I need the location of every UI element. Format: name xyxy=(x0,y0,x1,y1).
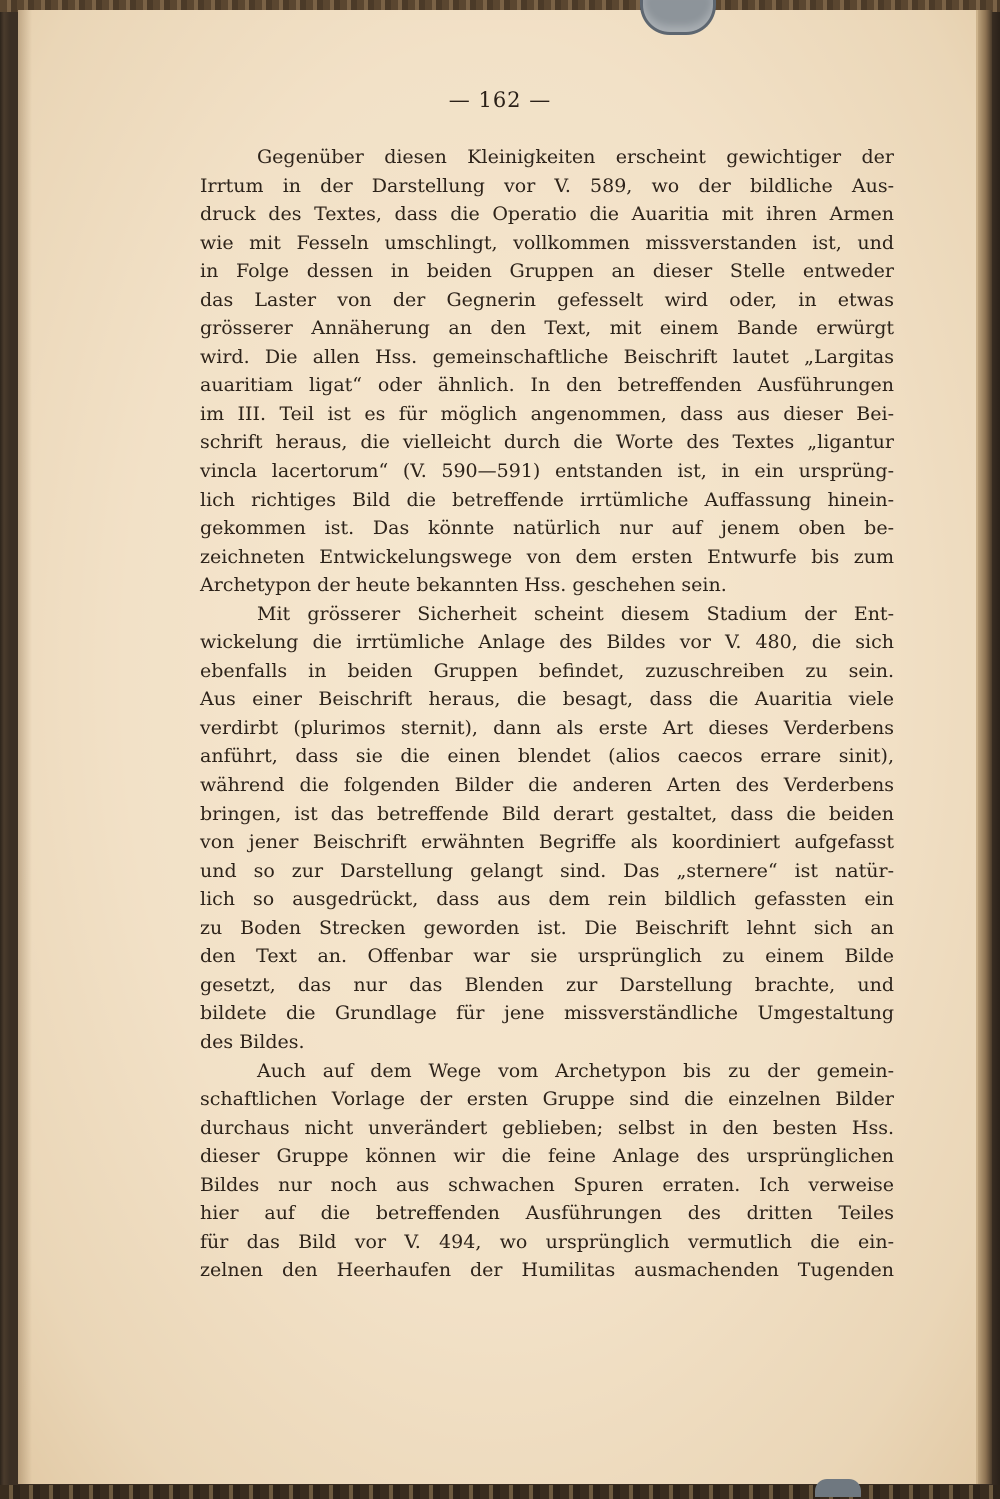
text-line: schaftlichen Vorlage der ersten Gruppe sind die einzelnen Bilder xyxy=(200,1088,894,1111)
text-line: zeichneten Entwickelungswege von dem ersten Entwurfe bis zum xyxy=(200,545,894,568)
text-line: bringen, ist das betreffende Bild derart gestaltet, dass die beiden xyxy=(200,802,894,825)
text-line: zelnen den Heerhaufen der Humilitas ausmachenden Tugenden xyxy=(200,1259,894,1282)
text-line: während die folgenden Bilder die anderen Arten des Verderbens xyxy=(200,774,894,797)
text-line: lich so ausgedrückt, dass aus dem rein bildlich gefassten ein xyxy=(200,888,894,911)
text-line: durchaus nicht unverändert geblieben; selbst in den besten Hss. xyxy=(200,1116,894,1139)
text-line: zu Boden Strecken geworden ist. Die Beischrift lehnt sich an xyxy=(200,916,894,939)
text-line: Archetypon der heute bekannten Hss. geschehen sein. xyxy=(200,574,727,597)
text-line: grösserer Annäherung an den Text, mit einem Bande erwürgt xyxy=(200,317,894,340)
text-line: Mit grösserer Sicherheit scheint diesem Stadium der Ent- xyxy=(257,602,894,625)
text-line: bildete die Grundlage für jene missverständliche Umgestaltung xyxy=(200,1002,894,1025)
text-line: lich richtiges Bild die betreffende irrtümliche Auffassung hinein- xyxy=(200,488,894,511)
text-line: Bildes nur noch aus schwachen Spuren erraten. Ich verweise xyxy=(200,1173,894,1196)
body-text xyxy=(200,143,894,1285)
text-line: und so zur Darstellung gelangt sind. Das „sternere“ ist natür- xyxy=(200,859,894,882)
text-line: druck des Textes, dass die Operatio die Auaritia mit ihren Armen xyxy=(200,203,894,226)
text-line: gesetzt, das nur das Blenden zur Darstellung brachte, und xyxy=(200,973,894,996)
text-line: verdirbt (plurimos sternit), dann als erste Art dieses Verderbens xyxy=(200,716,894,739)
text-line: auaritiam ligat“ oder ähnlich. In den betreffenden Ausführungen xyxy=(200,374,894,397)
text-line: Aus einer Beischrift heraus, die besagt, dass die Auaritia viele xyxy=(200,688,894,711)
text-line: dieser Gruppe können wir die feine Anlage des ursprünglichen xyxy=(200,1145,894,1168)
page-clip-bottom xyxy=(815,1479,861,1497)
text-line: Gegenüber diesen Kleinigkeiten erscheint gewichtiger der xyxy=(257,146,894,168)
text-line: wie mit Fesseln umschlingt, vollkommen missverstanden ist, und xyxy=(200,231,894,254)
text-line: das Laster von der Gegnerin gefesselt wird oder, in etwas xyxy=(200,288,894,311)
text-line: vincla lacertorum“ (V. 590—591) entstanden ist, in ein ursprüng- xyxy=(200,460,894,483)
page-gutter-shadow xyxy=(18,10,32,1484)
text-line: Auch auf dem Wege vom Archetypon bis zu der gemein- xyxy=(257,1059,894,1082)
text-line: des Bildes. xyxy=(200,1030,305,1053)
text-line: wird. Die allen Hss. gemeinschaftliche Beischrift lautet „Largitas xyxy=(200,345,894,368)
text-line: in Folge dessen in beiden Gruppen an dieser Stelle entweder xyxy=(200,260,894,283)
text-line: von jener Beischrift erwähnten Begriffe als koordiniert aufgefasst xyxy=(200,831,894,854)
page-number: — 162 — xyxy=(448,88,552,112)
text-line: gekommen ist. Das könnte natürlich nur auf jenem oben be- xyxy=(200,517,894,540)
book-fore-edge xyxy=(976,10,992,1484)
text-line: schrift heraus, die vielleicht durch die Worte des Textes „ligantur xyxy=(200,431,894,454)
text-line: für das Bild vor V. 494, wo ursprünglich vermutlich die ein- xyxy=(200,1230,894,1253)
text-line: wickelung die irrtümliche Anlage des Bildes vor V. 480, die sich xyxy=(200,631,894,654)
text-line: ebenfalls in beiden Gruppen befindet, zuzuschreiben zu sein. xyxy=(200,659,894,682)
text-line: Irrtum in der Darstellung vor V. 589, wo der bildliche Aus- xyxy=(200,174,894,197)
text-line: anführt, dass sie die einen blendet (alios caecos errare sinit), xyxy=(200,745,894,768)
text-line: den Text an. Offenbar war sie ursprünglich zu einem Bilde xyxy=(200,945,894,968)
text-line: im III. Teil ist es für möglich angenommen, dass aus dieser Bei- xyxy=(200,402,894,425)
text-line: hier auf die betreffenden Ausführungen des dritten Teiles xyxy=(200,1202,894,1225)
